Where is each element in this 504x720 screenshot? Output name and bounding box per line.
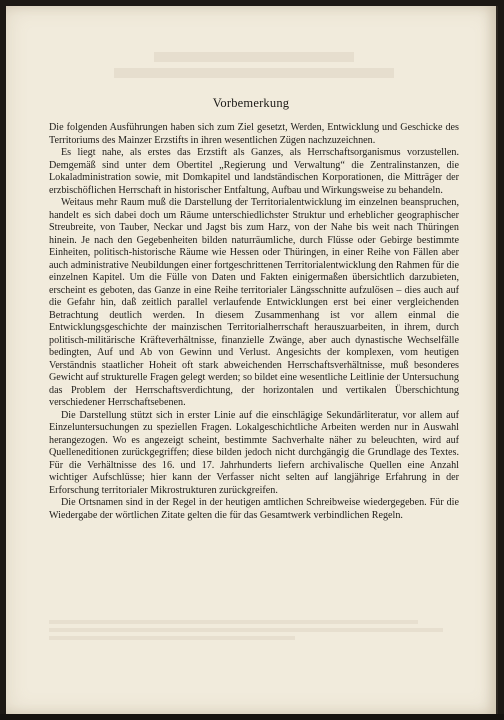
- book-page: [6, 6, 498, 714]
- paragraph: Die Ortsnamen sind in der Regel in der heutigen amtlichen Schreibweise wiedergegeben. Für die Wiedergabe der wörtlichen Zitate gelten die für das Gesamtwerk verbindlichen Regeln.: [49, 497, 459, 521]
- paragraph: Die Darstellung stützt sich in erster Linie auf die einschlägige Sekundärliteratur, vor allem auf Einzeluntersuchungen zu speziellen Fragen. Lokalgeschichtliche Arbeiten werden nur in Auswahl herangezogen. Wo es angezeigt scheint, bestimmte Sachverhalte näher zu beleuchten, wird auf Quelleneditionen zurückgegriffen; diese bilden jedoch nicht durchgängig die Grundlage des Textes. Für die Verhältnisse des 16. und 17. Jahrhunderts liefern archivalische Quellen eine Anzahl wichtiger Aufschlüsse; hier kann der Verfasser nicht selten auf langjährige Erfahrung in der Erforschung territorialer Mikrostrukturen zurückgreifen.: [49, 409, 459, 496]
- paragraph: Weitaus mehr Raum muß die Darstellung der Territorialentwicklung im einzelnen beanspruchen, handelt es sich dabei doch um Räume unterschiedlichster Struktur und erheblicher geographischer Streubreite, von Tauber, Neckar und Jagst bis zum Harz, von der Nahe bis weit nach Thüringen hinein. Je nach den Gegebenheiten bilden naturräumliche, durch Flüsse oder Gebirge bestimmte Einheiten, politisch-historische Räume wie Hessen oder Thüringen, in einer Reihe von Fällen aber auch administrative Neubildungen einer fortgeschrittenen Territorialentwicklung den Rahmen für die einzelnen Kapitel. Um die Fülle von Daten und Fakten einigermaßen übersichtlich darzubieten, erscheint es geboten, das Ganze in eine Reihe territorialer Längsschnitte aufzulösen – dies auch auf die Gefahr hin, daß zeitlich parallel verlaufende Entwicklungen erst bei einer vergleichenden Betrachtung deutlich werden. In diesem Zusammenhang ist vor allem einmal die Entwicklungsgeschichte der mainzischen Territorialherrschaft herauszuarbeiten, in ihrem, durch politisch-militärische Kräfteverhältnisse, finanzielle Zwänge, aber auch dynastische Wechselfälle bedingten, Auf und Ab von Gewinn und Verlust. Angesichts der komplexen, vom heutigen Verständnis staatlicher Hoheit oft stark abweichenden Herrschaftsverhältnisse, muß besonderes Gewicht auf strukturelle Fragen gelegt werden; so bildet eine wesentliche Leitlinie der Untersuchung das Problem der Herrschaftsverdichtung, der horizontalen und vertikalen Überschichtung verschiedener Herrschaftsebenen.: [49, 197, 459, 409]
- page-title: Vorbemerkung: [212, 96, 290, 110]
- show-through-text: [94, 46, 414, 84]
- body-text: [49, 119, 459, 523]
- paragraph: Es liegt nahe, als erstes das Erzstift als Ganzes, als Herrschaftsorganismus vorzustellen. Demgemäß sind unter dem Obertitel „Regierung und Verwaltung“ die Zentralinstanzen, die Lokaladministration sowie, mit Domkapitel und landständischen Korporationen, die Mitträger der erzbischöflichen Herrschaft in historischer Entfaltung, Aufbau und Wirkungsweise zu behandeln.: [49, 147, 459, 196]
- paragraph: Die folgenden Ausführungen haben sich zum Ziel gesetzt, Werden, Entwicklung und Geschicke des Territoriums des Mainzer Erzstifts in ihren wesentlichen Zügen nachzuzeichnen.: [49, 122, 459, 146]
- scan-edge: [0, 714, 504, 720]
- show-through-footnotes: [49, 616, 459, 644]
